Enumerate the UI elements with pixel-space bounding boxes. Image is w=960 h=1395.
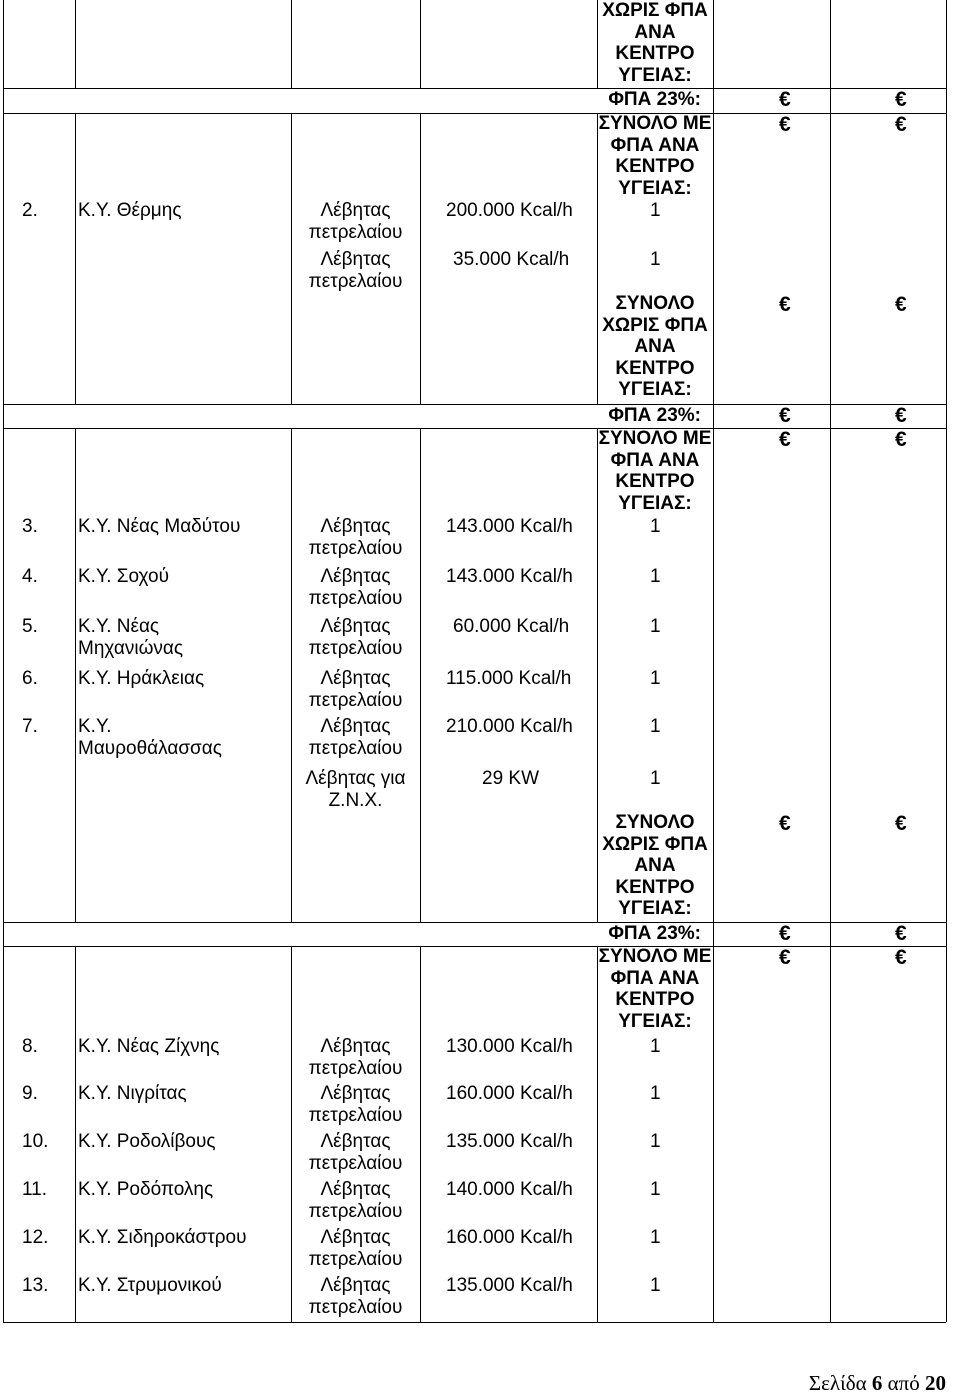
item-description: Λέβητας xyxy=(320,200,391,221)
item-description: Λέβητας xyxy=(320,566,391,587)
gross-total-label-line: ΣΥΝΟΛΟ ΜΕ xyxy=(598,428,712,449)
item-description: πετρελαίου xyxy=(308,1200,403,1222)
item-description: Λέβητας xyxy=(320,668,391,689)
item-description: Λέβητας xyxy=(320,616,391,637)
item-description: πετρελαίου xyxy=(308,270,403,292)
gross-total-label-line: ΥΓΕΙΑΣ: xyxy=(618,177,692,199)
subtotal-label-line: ΧΩΡΙΣ ΦΠΑ xyxy=(602,833,708,855)
gross-total-label-line: ΚΕΝΤΡΟ xyxy=(615,156,695,177)
item-description: Λέβητας xyxy=(320,1131,391,1152)
health-center-name: Μηχανιώνας xyxy=(78,637,184,659)
item-capacity: 60.000 Kcal/h xyxy=(453,616,570,637)
subtotal-label-line: ΑΝΑ xyxy=(634,336,676,357)
euro-sign-unit-price: € xyxy=(779,946,791,969)
row-number: 4. xyxy=(22,566,38,587)
euro-sign-total: € xyxy=(895,922,907,945)
euro-sign-total: € xyxy=(895,88,907,111)
row-number: 9. xyxy=(22,1083,38,1104)
item-description: πετρελαίου xyxy=(308,689,403,711)
gross-total-label-line: ΥΓΕΙΑΣ: xyxy=(618,492,692,514)
h-rule-2 xyxy=(3,404,946,405)
row-number: 7. xyxy=(22,716,38,737)
h-rule-0 xyxy=(3,88,946,89)
item-quantity: 1 xyxy=(650,249,661,270)
page-footer xyxy=(809,1371,946,1395)
health-center-name: Μαυροθάλασσας xyxy=(78,737,222,759)
subtotal-label-line: ΚΕΝΤΡΟ xyxy=(615,876,695,898)
item-quantity: 1 xyxy=(650,1227,661,1248)
row-number: 2. xyxy=(22,200,38,221)
item-description: Λέβητας xyxy=(320,249,391,270)
item-quantity: 1 xyxy=(650,1036,661,1057)
euro-sign-unit-price: € xyxy=(779,404,791,427)
item-description: Λέβητας xyxy=(320,1083,391,1104)
subtotal-label-line: ΥΓΕΙΑΣ: xyxy=(618,64,692,86)
subtotal-label-line: ΚΕΝΤΡΟ xyxy=(615,43,695,64)
row-number: 8. xyxy=(22,1036,38,1057)
euro-sign-unit-price: € xyxy=(779,88,791,111)
gross-total-label-line: ΦΠΑ ΑΝΑ xyxy=(610,134,700,156)
item-quantity: 1 xyxy=(650,1275,661,1296)
v-rule-right xyxy=(946,0,947,1322)
health-center-name: Κ.Υ. Σιδηροκάστρου xyxy=(78,1227,247,1248)
subtotal-label-line: ΧΩΡΙΣ ΦΠΑ xyxy=(602,0,708,21)
euro-sign-total: € xyxy=(895,113,907,136)
item-quantity: 1 xyxy=(650,616,661,637)
item-quantity: 1 xyxy=(650,200,661,221)
item-capacity: 143.000 Kcal/h xyxy=(446,516,573,537)
gross-total-label-line: ΥΓΕΙΑΣ: xyxy=(618,1010,692,1032)
v-rule-c1-2 xyxy=(75,428,76,922)
item-description: πετρελαίου xyxy=(308,637,403,659)
v-rule-c3-0 xyxy=(420,0,421,88)
v-rule-left xyxy=(3,0,4,1322)
item-description: πετρελαίου xyxy=(308,537,403,559)
h-rule-4 xyxy=(3,922,946,923)
item-capacity: 115.000 Kcal/h xyxy=(446,668,572,689)
item-capacity: 29 KW xyxy=(482,768,540,789)
v-rule-c1-1 xyxy=(75,113,76,404)
item-description: πετρελαίου xyxy=(308,1248,403,1270)
item-description: Λέβητας xyxy=(320,1275,391,1296)
health-center-name: Κ.Υ. Νέας xyxy=(78,616,160,637)
v-rule-c3-1 xyxy=(420,113,421,404)
euro-sign-unit-price: € xyxy=(779,812,791,835)
item-description: Λέβητας για xyxy=(305,768,406,789)
v-rule-c1-0 xyxy=(75,0,76,88)
item-capacity: 135.000 Kcal/h xyxy=(446,1275,573,1296)
item-description: πετρελαίου xyxy=(308,221,403,243)
v-rule-c2-0 xyxy=(291,0,292,88)
health-center-name: Κ.Υ. Στρυμονικού xyxy=(78,1275,222,1296)
gross-total-label-line: ΚΕΝΤΡΟ xyxy=(615,989,695,1010)
vat-label: ΦΠΑ 23%: xyxy=(608,405,701,426)
health-center-name: Κ.Υ. xyxy=(78,716,112,737)
item-description: πετρελαίου xyxy=(308,1152,403,1174)
item-description: πετρελαίου xyxy=(308,737,403,759)
subtotal-label-line: ΑΝΑ xyxy=(634,855,676,876)
item-capacity: 140.000 Kcal/h xyxy=(446,1179,573,1200)
row-number: 6. xyxy=(22,668,38,689)
item-description: πετρελαίου xyxy=(308,1296,403,1318)
euro-sign-unit-price: € xyxy=(779,113,791,136)
subtotal-label-line: ΑΝΑ xyxy=(634,21,676,43)
item-description: πετρελαίου xyxy=(308,587,403,609)
row-number: 3. xyxy=(22,516,38,537)
health-center-name: Κ.Υ. Νέας Ζίχνης xyxy=(78,1036,220,1057)
item-description: Λέβητας xyxy=(320,1179,391,1200)
item-quantity: 1 xyxy=(650,1083,661,1104)
item-capacity: 143.000 Kcal/h xyxy=(446,566,573,587)
health-center-name: Κ.Υ. Ροδολίβους xyxy=(78,1131,216,1152)
item-quantity: 1 xyxy=(650,1131,661,1152)
item-capacity: 160.000 Kcal/h xyxy=(446,1227,573,1248)
item-quantity: 1 xyxy=(650,1179,661,1200)
v-rule-c1-3 xyxy=(75,946,76,1322)
v-rule-c6 xyxy=(830,0,831,1322)
v-rule-c5 xyxy=(713,0,714,1322)
item-capacity: 160.000 Kcal/h xyxy=(446,1083,573,1104)
euro-sign-unit-price: € xyxy=(779,293,791,316)
row-number: 12. xyxy=(22,1227,49,1248)
h-rule-5 xyxy=(3,946,946,947)
item-capacity: 35.000 Kcal/h xyxy=(453,249,570,270)
footer-middle: από xyxy=(887,1371,920,1395)
subtotal-label-line: ΣΥΝΟΛΟ xyxy=(615,812,695,833)
row-number: 5. xyxy=(22,616,38,637)
vat-label: ΦΠΑ 23%: xyxy=(608,923,701,944)
euro-sign-total: € xyxy=(895,812,907,835)
footer-total-pages: 20 xyxy=(925,1371,946,1395)
euro-sign-total: € xyxy=(895,293,907,316)
health-center-name: Κ.Υ. Ηράκλειας xyxy=(78,668,205,689)
euro-sign-unit-price: € xyxy=(779,428,791,451)
gross-total-label-line: ΚΕΝΤΡΟ xyxy=(615,471,695,492)
v-rule-c3-3 xyxy=(420,946,421,1322)
item-description: Λέβητας xyxy=(320,516,391,537)
footer-prefix: Σελίδα xyxy=(808,1371,867,1395)
euro-sign-total: € xyxy=(895,428,907,451)
item-quantity: 1 xyxy=(650,768,661,789)
item-quantity: 1 xyxy=(650,668,661,689)
gross-total-label-line: ΦΠΑ ΑΝΑ xyxy=(610,449,700,471)
health-center-name: Κ.Υ. Νιγρίτας xyxy=(78,1083,187,1104)
health-center-name: Κ.Υ. Σοχού xyxy=(78,566,169,587)
item-quantity: 1 xyxy=(650,516,661,537)
health-center-name: Κ.Υ. Θέρμης xyxy=(78,200,182,221)
gross-total-label-line: ΦΠΑ ΑΝΑ xyxy=(610,967,700,989)
euro-sign-total: € xyxy=(895,946,907,969)
euro-sign-total: € xyxy=(895,404,907,427)
item-description: Ζ.Ν.Χ. xyxy=(328,789,383,811)
row-number: 11. xyxy=(22,1179,48,1200)
row-number: 13. xyxy=(22,1275,49,1296)
item-quantity: 1 xyxy=(650,566,661,587)
item-description: πετρελαίου xyxy=(308,1104,403,1126)
item-description: Λέβητας xyxy=(320,1227,391,1248)
subtotal-label-line: ΥΓΕΙΑΣ: xyxy=(618,379,692,400)
health-center-name: Κ.Υ. Ροδόπολης xyxy=(78,1179,214,1200)
item-capacity: 200.000 Kcal/h xyxy=(446,200,573,221)
item-description: Λέβητας xyxy=(320,716,391,737)
item-capacity: 210.000 Kcal/h xyxy=(446,716,573,737)
item-quantity: 1 xyxy=(650,716,661,737)
h-rule-1 xyxy=(3,113,946,114)
subtotal-label-line: ΧΩΡΙΣ ΦΠΑ xyxy=(602,314,708,336)
h-rule-6 xyxy=(3,1322,946,1323)
item-capacity: 135.000 Kcal/h xyxy=(446,1131,573,1152)
subtotal-label-line: ΥΓΕΙΑΣ: xyxy=(618,898,692,919)
euro-sign-unit-price: € xyxy=(779,922,791,945)
row-number: 10. xyxy=(22,1131,49,1152)
item-description: Λέβητας xyxy=(320,1036,391,1057)
subtotal-label-line: ΣΥΝΟΛΟ xyxy=(615,293,695,314)
gross-total-label-line: ΣΥΝΟΛΟ ΜΕ xyxy=(598,946,712,967)
footer-page-number: 6 xyxy=(871,1371,883,1395)
health-center-name: Κ.Υ. Νέας Μαδύτου xyxy=(78,516,241,537)
gross-total-label-line: ΣΥΝΟΛΟ ΜΕ xyxy=(598,113,712,134)
item-description: πετρελαίου xyxy=(308,1057,403,1079)
item-capacity: 130.000 Kcal/h xyxy=(446,1036,573,1057)
vat-label: ΦΠΑ 23%: xyxy=(608,89,701,110)
h-rule-3 xyxy=(3,428,946,429)
v-rule-c3-2 xyxy=(420,428,421,922)
subtotal-label-line: ΚΕΝΤΡΟ xyxy=(615,357,695,379)
